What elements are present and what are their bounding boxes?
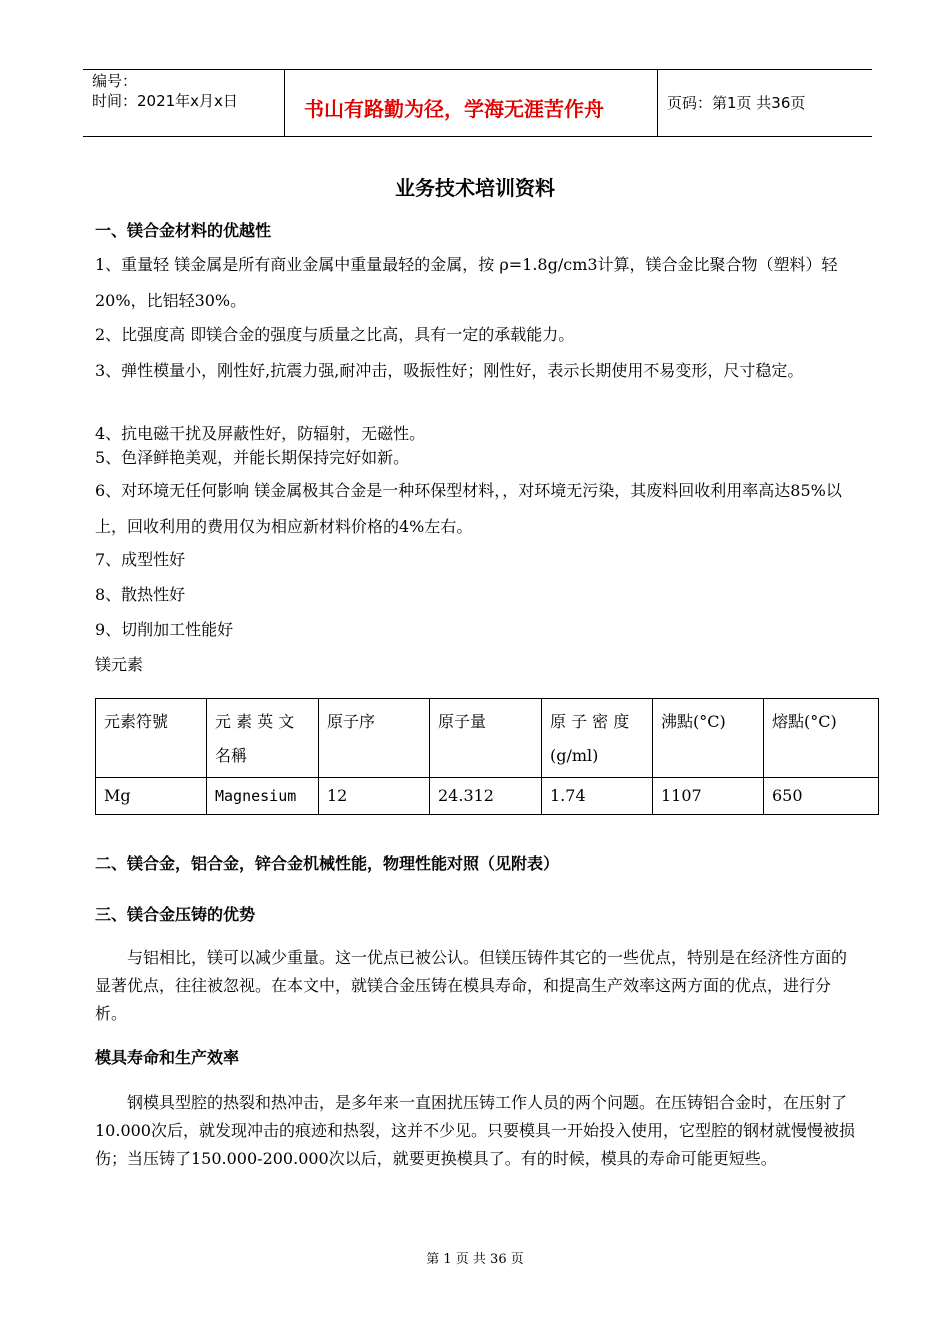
header-bottom-rule (83, 136, 872, 137)
table-header-row (96, 699, 879, 778)
section-3-paragraph: 与铝相比，镁可以减少重量。这一优点已被公认。但镁压铸件其它的一些优点，特别是在经济性方面的显著优点，往往被忽视。在本文中，就镁合金压铸在模具寿命，和提高生产效率这两方面的优点，进行分析。 (95, 948, 848, 1023)
table-cell: 24.312 (430, 778, 542, 815)
list-item: 2、比强度高 即镁合金的强度与质量之比高，具有一定的承载能力。 (95, 325, 575, 344)
header-divider-left (284, 69, 285, 136)
page-footer: 第 1 页 共 36 页 (426, 1252, 524, 1267)
element-table (95, 698, 879, 815)
table-cell: Mg (96, 778, 207, 815)
table-row (96, 778, 879, 815)
section-3-heading: 三、镁合金压铸的优势 (95, 905, 256, 924)
motto: 书山有路勤为径，学海无涯苦作舟 (304, 97, 604, 121)
list-item: 6、对环境无任何影响 镁金属极其合金是一种环保型材料，，对环境无污染，其废料回收利用率高达85%以上，回收利用的费用仅为相应新材料价格的4%左右。 (95, 481, 842, 536)
table-cell: 1107 (653, 778, 764, 815)
list-item: 9、切削加工性能好 (95, 620, 234, 639)
header-divider-right (657, 69, 658, 136)
table-header-cell: 元 素 英 文 名稱 (207, 699, 319, 778)
table-header-cell: 原 子 密 度 (g/ml) (542, 699, 653, 778)
table-header-cell: 原子量 (430, 699, 542, 778)
table-header-cell: 元素符號 (96, 699, 207, 778)
table-caption: 镁元素 (95, 655, 144, 674)
section-1-heading: 一、镁合金材料的优越性 (95, 221, 272, 240)
header-top-rule (83, 69, 872, 70)
subsection-heading: 模具寿命和生产效率 (95, 1048, 240, 1067)
table-header-cell: 熔點(°C) (764, 699, 879, 778)
list-item: 4、抗电磁干扰及屏蔽性好，防辐射，无磁性。 (95, 424, 426, 443)
list-item: 3、弹性模量小，刚性好,抗震力强,耐冲击，吸振性好；刚性好，表示长期使用不易变形，尺寸稳定。 (95, 361, 804, 380)
list-item: 1、重量轻 镁金属是所有商业金属中重量最轻的金属，按 ρ=1.8g/cm3计算，镁合金比聚合物（塑料）轻20%，比铝轻30%。 (95, 255, 838, 310)
page-label: 页码：第1页 共36页 (667, 94, 806, 112)
table-cell: 12 (319, 778, 430, 815)
table-cell: Magnesium (207, 778, 319, 815)
table-header-cell: 沸點(°C) (653, 699, 764, 778)
subsection-paragraph: 钢模具型腔的热裂和热冲击，是多年来一直困扰压铸工作人员的两个问题。在压铸铝合金时，在压射了10.000次后，就发现冲击的痕迹和热裂，这并不少见。只要模具一开始投入使用，它型腔的钢材就慢慢被损伤；当压铸了150.000-200.000次以后，就要更换模具了。有的时候，模具的寿命可能更短些。 (95, 1093, 855, 1168)
table-cell: 650 (764, 778, 879, 815)
document-title: 业务技术培训资料 (395, 176, 555, 200)
list-item: 8、散热性好 (95, 585, 186, 604)
table-cell: 1.74 (542, 778, 653, 815)
section-2-heading: 二、镁合金，铝合金，锌合金机械性能，物理性能对照（见附表） (95, 854, 560, 873)
table-header-cell: 原子序 (319, 699, 430, 778)
date-label: 时间：2021年x月x日 (92, 92, 238, 110)
serial-label: 编号： (92, 72, 138, 90)
list-item: 7、成型性好 (95, 550, 186, 569)
list-item: 5、色泽鲜艳美观，并能长期保持完好如新。 (95, 448, 410, 467)
